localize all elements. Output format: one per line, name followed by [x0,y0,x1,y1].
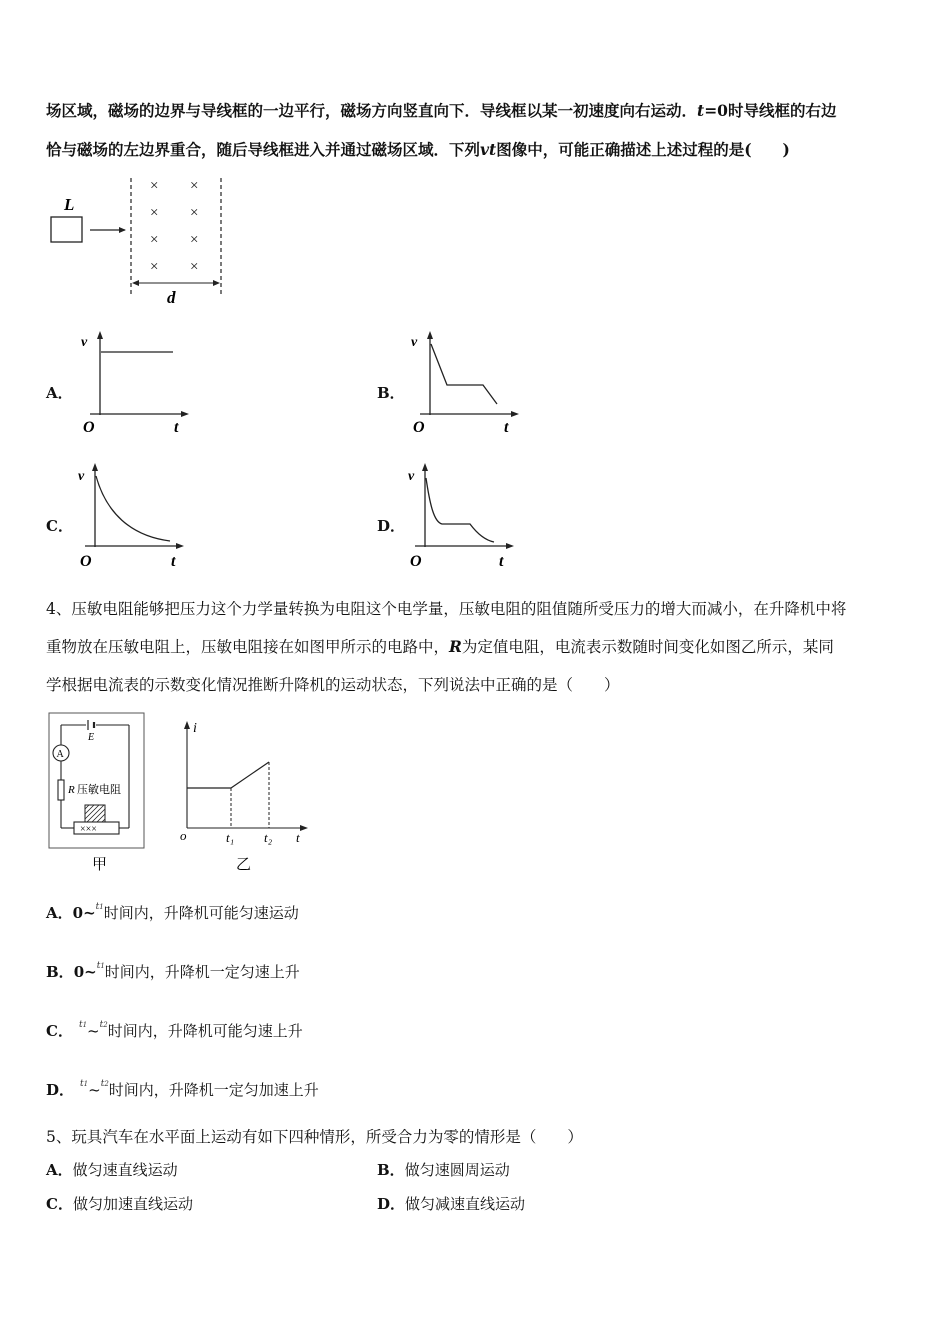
field-cross: × [150,178,159,194]
q4-current-graph [172,712,317,877]
sensor-label: 压敏电阻 [77,784,121,796]
q3-field-figure [40,170,240,310]
sensor-marks: ××× [80,824,97,835]
v-axis-arrow [422,463,428,471]
t-axis-arrow [506,543,514,549]
velocity-curve [426,478,494,542]
fixed-resistor [58,780,64,800]
figure-caption-yi: 乙 [236,857,252,873]
q3-option-c-graph [70,460,190,570]
i-axis-arrow [184,721,190,729]
q3-option-b-label: B． [377,384,405,402]
field-width-label: d [167,288,176,307]
motion-arrowhead [119,227,126,233]
q4-option-d: D． $^{t1}$~$^{t2}$时间内，升降机一定匀加速上升 [46,1079,319,1099]
q4-stem-line1: 4、压敏电阻能够把压力这个力学量转换为电阻这个电学量，压敏电阻的阻值随所受压力的增大而减小，在升降机中将 [46,600,847,618]
q5-option-a: A．做匀速直线运动 [46,1161,178,1179]
t-axis-arrow [181,411,189,417]
q5-option-b: B．做匀速圆周运动 [377,1161,510,1179]
q5-stem: 5、玩具汽车在水平面上运动有如下四种情形，所受合力为零的情形是（ ） [46,1128,583,1146]
q4-stem-line3: 学根据电流表的示数变化情况推断升降机的运动状态，下列说法中正确的是（ ） [46,676,620,694]
q5-option-c: C．做匀加速直线运动 [46,1195,193,1213]
q4-option-b: B．0~$^{t1}$时间内，升降机一定匀速上升 [46,961,300,981]
velocity-curve [96,476,170,541]
origin-label: O [83,419,95,436]
figure-caption-jia: 甲 [92,857,108,873]
wire-frame [51,217,82,242]
t-axis-arrow [176,543,184,549]
field-cross: × [190,205,199,221]
field-cross: × [190,232,199,248]
v-axis-label: v [411,335,418,350]
t-axis-label: t [504,419,509,436]
t-axis-label: t [174,419,179,436]
width-arrow-left [132,280,139,286]
origin-label: O [410,553,422,570]
t-axis-label: t [171,553,176,570]
v-axis-label: v [408,469,415,484]
v-axis-arrow [97,331,103,339]
origin-label: O [80,553,92,570]
resistor-label: R [68,784,75,796]
q3-option-b-graph [405,328,525,438]
origin-label: O [413,419,425,436]
q3-option-a-label: A． [46,384,73,402]
t-axis-arrow [511,411,519,417]
origin-label: o [180,828,187,843]
width-arrow-right [213,280,220,286]
current-curve [187,762,269,788]
q4-option-a: A．0~$^{t1}$时间内，升降机可能匀速运动 [46,902,299,922]
v-axis-label: v [81,335,88,350]
field-cross: × [150,259,159,275]
q3-option-a-graph [75,328,195,438]
q4-option-c: C． $^{t1}$~$^{t2}$时间内，升降机可能匀速上升 [46,1020,303,1040]
field-cross: × [150,232,159,248]
q5-option-d: D．做匀减速直线运动 [377,1195,526,1213]
ammeter-label: A [56,749,64,760]
q4-circuit-figure [44,712,154,877]
t1-label: t₁ [226,830,235,845]
v-axis-arrow [92,463,98,471]
t-axis-label: t [296,830,300,845]
t-axis-label: t [499,553,504,570]
q3-stem-line1: 场区域，磁场的边界与导线框的一边平行，磁场方向竖直向下．导线框以某一初速度向右运动．t=0时导线框的右边 [46,101,837,120]
velocity-curve [431,344,497,404]
t2-label: t₂ [264,830,273,845]
field-cross: × [150,205,159,221]
field-cross: × [190,178,199,194]
q3-stem-line2: 恰与磁场的左边界重合，随后导线框进入并通过磁场区域．下列vt图像中，可能正确描述上述过程的是( ) [46,140,790,159]
field-symbols [150,178,198,275]
field-cross: × [190,259,199,275]
t-axis-arrow [300,825,308,831]
v-axis-arrow [427,331,433,339]
i-axis-label: i [193,721,197,736]
frame-length-label: L [64,195,75,214]
battery-label: E [88,732,95,743]
q4-stem-line2: 重物放在压敏电阻上，压敏电阻接在如图甲所示的电路中，R为定值电阻，电流表示数随时间变化如图乙所示，某同 [46,637,834,656]
q3-option-d-label: D． [377,517,406,535]
q3-option-c-label: C． [46,517,73,535]
v-axis-label: v [78,469,85,484]
q3-option-d-graph [400,460,520,570]
